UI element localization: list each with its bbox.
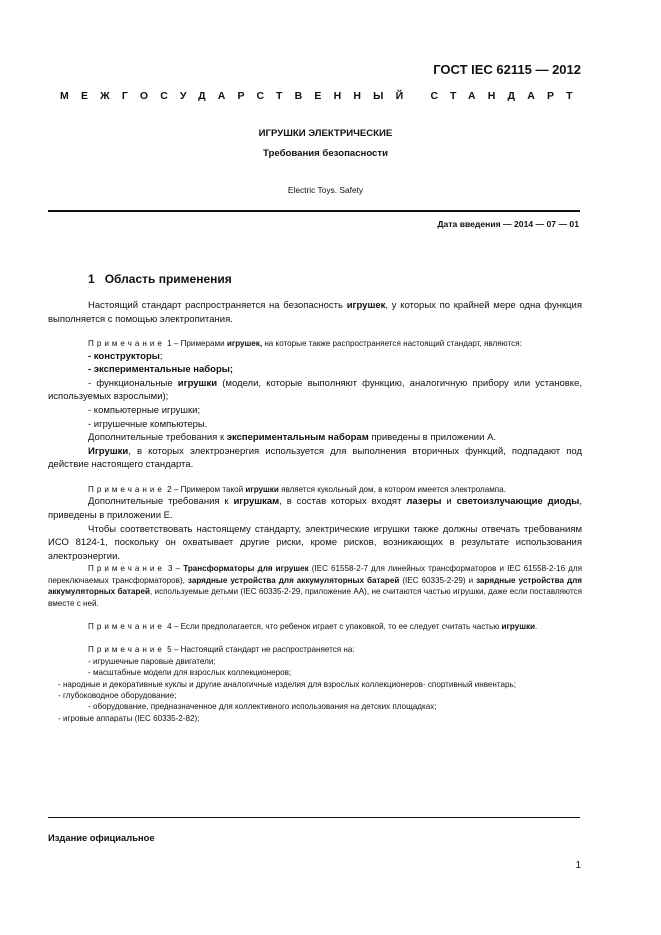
list-item: - масштабные модели для взрослых коллекционеров; bbox=[88, 668, 292, 678]
note-1: Примечание 1 – Примерами игрушек, на которые также распространяется настоящий стандарт, являются: bbox=[88, 339, 522, 349]
document-subtitle: Требования безопасности bbox=[263, 148, 388, 159]
list-item: - игровые аппараты (IEC 60335-2-82); bbox=[58, 713, 200, 723]
note-3: Примечание 3 – Трансформаторы для игрушек (IEC 61558-2-7 для линейных трансформаторов и IEC 61558-2-16 для переключаемых трансформаторов), зарядные устройства для аккумуляторных батарей (IEC 60335-2-29) и зарядные устройства для аккумуляторных батарей, используемые детьми (IEC 60335-2-29, приложение АА), не считаются частью игрушки, даже если поставляются вместе с ней. bbox=[48, 564, 583, 608]
note-4: Примечание 4 – Если предполагается, что ребенок играет с упаковкой, то ее следует считать частью игрушки. bbox=[88, 621, 538, 631]
section-number: 1 bbox=[88, 272, 95, 286]
section-title: Область применения bbox=[104, 272, 232, 286]
header-divider bbox=[48, 210, 580, 212]
paragraph-secondary-functions: Игрушки, в которых электроэнергия используется для выполнения вторичных функций, подпадают под действие настоящего стандарта. bbox=[48, 445, 582, 471]
note-2: Примечание 2 – Примером такой игрушки является кукольный дом, в котором имеется электролампа. bbox=[88, 484, 506, 494]
document-title: ИГРУШКИ ЭЛЕКТРИЧЕСКИЕ bbox=[258, 128, 393, 139]
list-item: - глубоководное оборудование; bbox=[58, 690, 177, 700]
standard-code: ГОСТ IEC 62115 — 2012 bbox=[433, 62, 581, 77]
document-body bbox=[48, 299, 582, 724]
list-item: - народные и декоративные куклы и другие аналогичные изделия для взрослых коллекционеров- спортивный инвентарь; bbox=[58, 679, 516, 689]
paragraph-lasers: Дополнительные требования к игрушкам, в состав которых входят лазеры и светоизлучающие диоды, приведены в приложении Е. bbox=[48, 496, 583, 521]
list-item: - экспериментальные наборы; bbox=[88, 364, 234, 376]
list-item: - компьютерные игрушки; bbox=[88, 404, 201, 416]
introduction-date: Дата введения — 2014 — 07 — 01 bbox=[437, 219, 579, 229]
section-heading bbox=[88, 272, 232, 286]
paragraph-experimental: Дополнительные требования к экспериментальным наборам приведены в приложении А. bbox=[88, 432, 497, 444]
footer-divider bbox=[48, 817, 580, 818]
list-item: - конструкторы; bbox=[88, 350, 163, 362]
interstate-standard-banner: МЕЖГОСУДАРСТВЕННЫЙ СТАНДАРТ bbox=[60, 90, 585, 102]
list-item: - функциональные игрушки (модели, которые выполняют функцию, аналогичную прибору или установке, используемых взрослыми); bbox=[48, 377, 582, 403]
list-item: - игрушечные компьютеры. bbox=[88, 418, 208, 430]
note-5: Примечание 5 – Настоящий стандарт не распространяется на: bbox=[88, 645, 355, 655]
list-item: - оборудование, предназначенное для коллективного использования на детских площадках; bbox=[88, 702, 437, 712]
official-edition-label: Издание официальное bbox=[48, 832, 155, 843]
english-title: Electric Toys. Safety bbox=[287, 185, 364, 195]
paragraph-iso: Чтобы соответствовать настоящему стандарту, электрические игрушки также должны отвечать требованиям ИСО 8124-1, поскольку он охватывает другие риски, кроме рисков, возникающих в результате использования электроэнергии. bbox=[48, 523, 582, 562]
list-item: - игрушечные паровые двигатели; bbox=[88, 656, 216, 666]
page-number: 1 bbox=[575, 860, 581, 871]
paragraph-scope: Настоящий стандарт распространяется на безопасность игрушек, у которых по крайней мере одна функция выполняется с помощью электропитания. bbox=[48, 300, 582, 325]
